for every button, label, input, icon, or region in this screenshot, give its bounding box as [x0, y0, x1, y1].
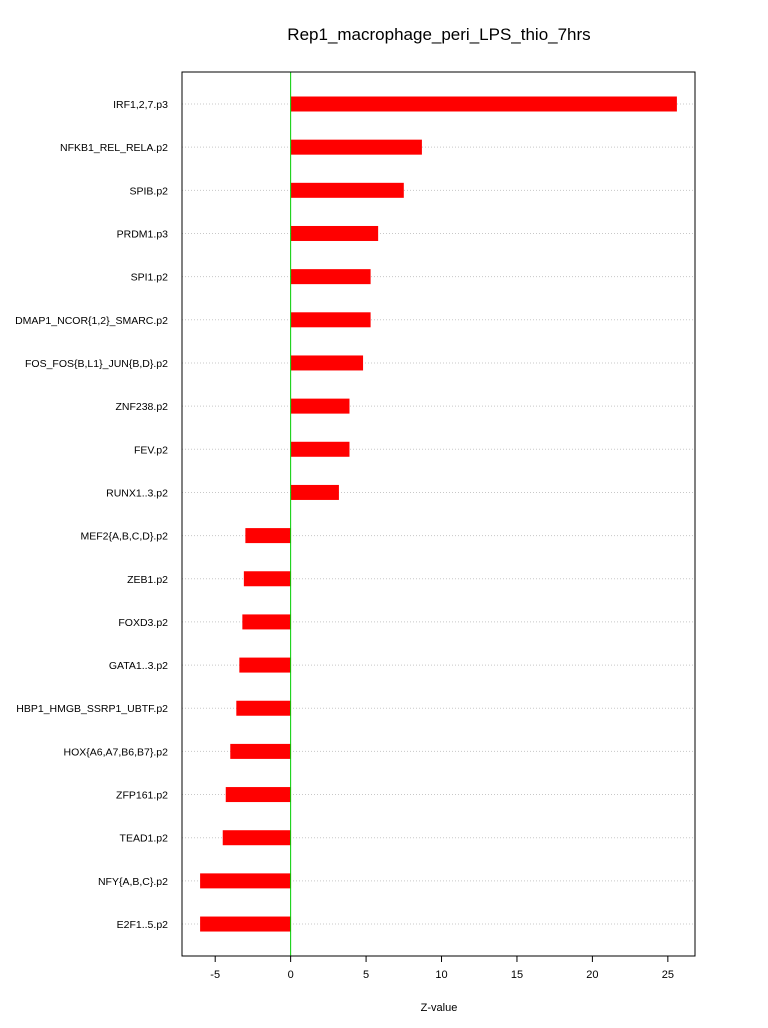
- category-label: SPIB.p2: [129, 185, 168, 198]
- bar: [200, 873, 291, 888]
- bar: [239, 658, 290, 673]
- category-label: RUNX1..3.p2: [106, 487, 168, 500]
- chart-title: Rep1_macrophage_peri_LPS_thio_7hrs: [287, 25, 591, 44]
- bar: [230, 744, 290, 759]
- bar: [223, 830, 291, 845]
- bar: [291, 312, 371, 327]
- category-label: HOX{A6,A7,B6,B7}.p2: [63, 746, 168, 759]
- category-label: ZNF238.p2: [115, 401, 168, 414]
- x-tick-label: 15: [510, 969, 524, 981]
- category-label: TEAD1.p2: [119, 832, 168, 845]
- bar: [291, 485, 339, 500]
- plot-frame: [182, 72, 695, 956]
- x-axis-title: Z-value: [420, 1002, 458, 1014]
- category-label: ZFP161.p2: [116, 789, 168, 802]
- x-tick-label: 20: [586, 969, 599, 981]
- category-label: MEF2{A,B,C,D}.p2: [80, 530, 168, 543]
- bar: [291, 442, 350, 457]
- bar: [245, 528, 290, 543]
- category-label: FOXD3.p2: [118, 616, 168, 629]
- category-label: NFKB1_REL_RELA.p2: [60, 142, 168, 155]
- bar: [291, 97, 677, 112]
- x-tick-label: 10: [435, 969, 448, 981]
- category-label: FEV.p2: [133, 444, 168, 457]
- x-tick-label: 5: [363, 969, 370, 981]
- x-tick-label: 25: [661, 969, 674, 981]
- x-axis: [210, 956, 674, 981]
- category-label: FOS_FOS{B,L1}_JUN{B,D}.p2: [25, 357, 168, 370]
- category-label: NFY{A,B,C}.p2: [97, 875, 168, 888]
- category-label: E2F1..5.p2: [116, 919, 168, 932]
- x-tick-label: -5: [210, 969, 221, 981]
- bar: [244, 571, 291, 586]
- bars: [200, 97, 677, 932]
- bar: [242, 614, 290, 629]
- category-label: SPI1.p2: [130, 271, 168, 284]
- bar: [291, 183, 404, 198]
- bar: [291, 140, 422, 155]
- category-label: DMAP1_NCOR{1,2}_SMARC.p2: [15, 314, 168, 327]
- bar: [200, 917, 291, 932]
- category-label: IRF1,2,7.p3: [113, 99, 168, 111]
- category-label: ZEB1.p2: [127, 573, 168, 586]
- category-label: HBP1_HMGB_SSRP1_UBTF.p2: [16, 703, 168, 716]
- bar: [291, 399, 350, 414]
- bar: [226, 787, 291, 802]
- bar: [291, 355, 363, 370]
- x-tick-label: 0: [287, 969, 294, 981]
- category-labels: [15, 99, 168, 931]
- bar: [236, 701, 290, 716]
- bar: [291, 226, 379, 241]
- category-label: GATA1..3.p2: [108, 660, 168, 673]
- bar: [291, 269, 371, 284]
- category-label: PRDM1.p3: [116, 228, 168, 241]
